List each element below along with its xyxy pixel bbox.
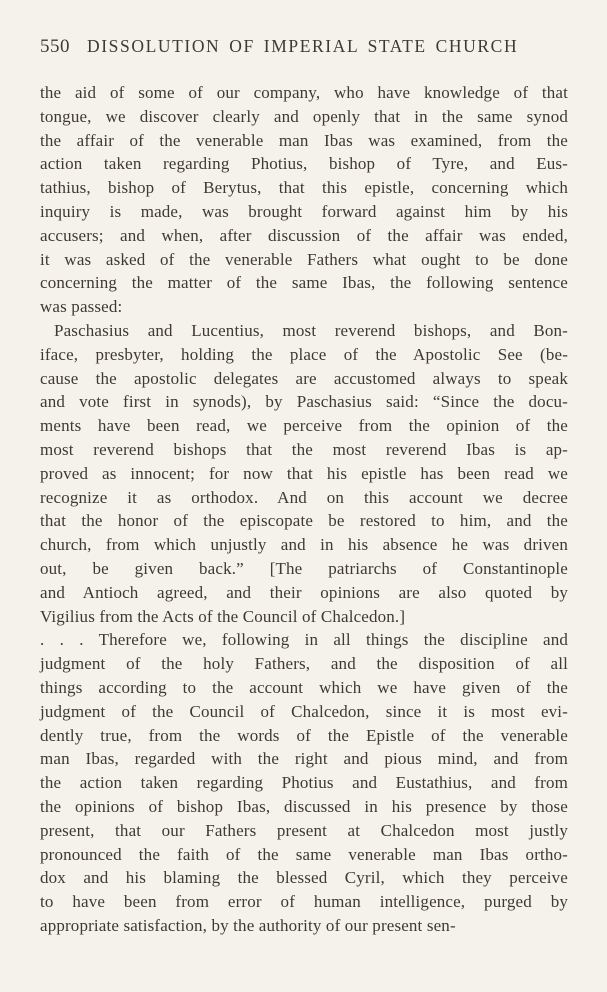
text-line: the opinions of bishop Ibas, discussed in his presence by those [40,796,568,816]
page-header [40,36,568,58]
text-line: judgment of the Council of Chalcedon, since it is most evi- [40,701,568,721]
text-line: present, that our Fathers present at Chalcedon most justly [40,820,568,840]
text-line: proved as innocent; for now that his epistle has been read we [40,463,568,483]
text-line: pronounced the faith of the same venerable man Ibas ortho- [40,844,568,864]
text-line: recognize it as orthodox. And on this account we decree [40,487,568,507]
text-line: . . . Therefore we, following in all things the discipline and [40,630,568,650]
text-line: judgment of the holy Fathers, and the disposition of all [40,654,568,674]
text-line: was passed: [40,297,123,317]
text-line: church, from which unjustly and in his absence he was driven [40,535,568,555]
text-line: things according to the account which we have given of the [40,677,568,697]
paragraph [40,628,568,937]
text-line: out, be given back.” [The patriarchs of Constantinople [40,558,568,578]
paragraph [40,81,568,319]
text-line: the affair of the venerable man Ibas was examined, from the [40,130,568,150]
text-line: man Ibas, regarded with the right and pious mind, and from [40,749,568,769]
text-line: it was asked of the venerable Fathers what ought to be done [40,249,568,269]
text-line: tongue, we discover clearly and openly that in the same synod [40,106,568,126]
text-block [40,81,568,938]
text-line: the aid of some of our company, who have knowledge of that [40,83,568,102]
text-line: that the honor of the episcopate be restored to him, and the [40,511,568,531]
text-line: accusers; and when, after discussion of the affair was ended, [40,225,568,245]
text-line: Vigilius from the Acts of the Council of Chalcedon.] [40,606,406,626]
text-line: and vote first in synods), by Paschasius said: “Since the docu- [40,392,568,412]
text-line: tathius, bishop of Berytus, that this epistle, concerning which [40,178,568,198]
text-line: dently true, from the words of the Epistle of the venerable [40,725,568,745]
text-line: the action taken regarding Photius and Eustathius, and from [40,773,568,793]
text-line: appropriate satisfaction, by the authority of our present sen- [40,915,456,935]
text-line: ments have been read, we perceive from the opinion of the [40,416,568,436]
page-number: 550 [40,36,70,57]
text-line: and Antioch agreed, and their opinions are also quoted by [40,582,568,602]
text-line: to have been from error of human intelligence, purged by [40,892,568,912]
text-line: dox and his blaming the blessed Cyril, which they perceive [40,868,568,888]
text-line: inquiry is made, was brought forward against him by his [40,201,568,221]
text-line: action taken regarding Photius, bishop of Tyre, and Eus- [40,154,568,174]
text-line: concerning the matter of the same Ibas, the following sentence [40,273,568,293]
text-line: Paschasius and Lucentius, most reverend bishops, and Bon- [54,320,568,340]
paragraph [40,319,568,628]
text-line: most reverend bishops that the most reverend Ibas is ap- [40,439,568,459]
text-line: iface, presbyter, holding the place of the Apostolic See (be- [40,344,568,364]
text-line: cause the apostolic delegates are accustomed always to speak [40,368,568,388]
running-title: DISSOLUTION OF IMPERIAL STATE CHURCH [87,36,519,56]
